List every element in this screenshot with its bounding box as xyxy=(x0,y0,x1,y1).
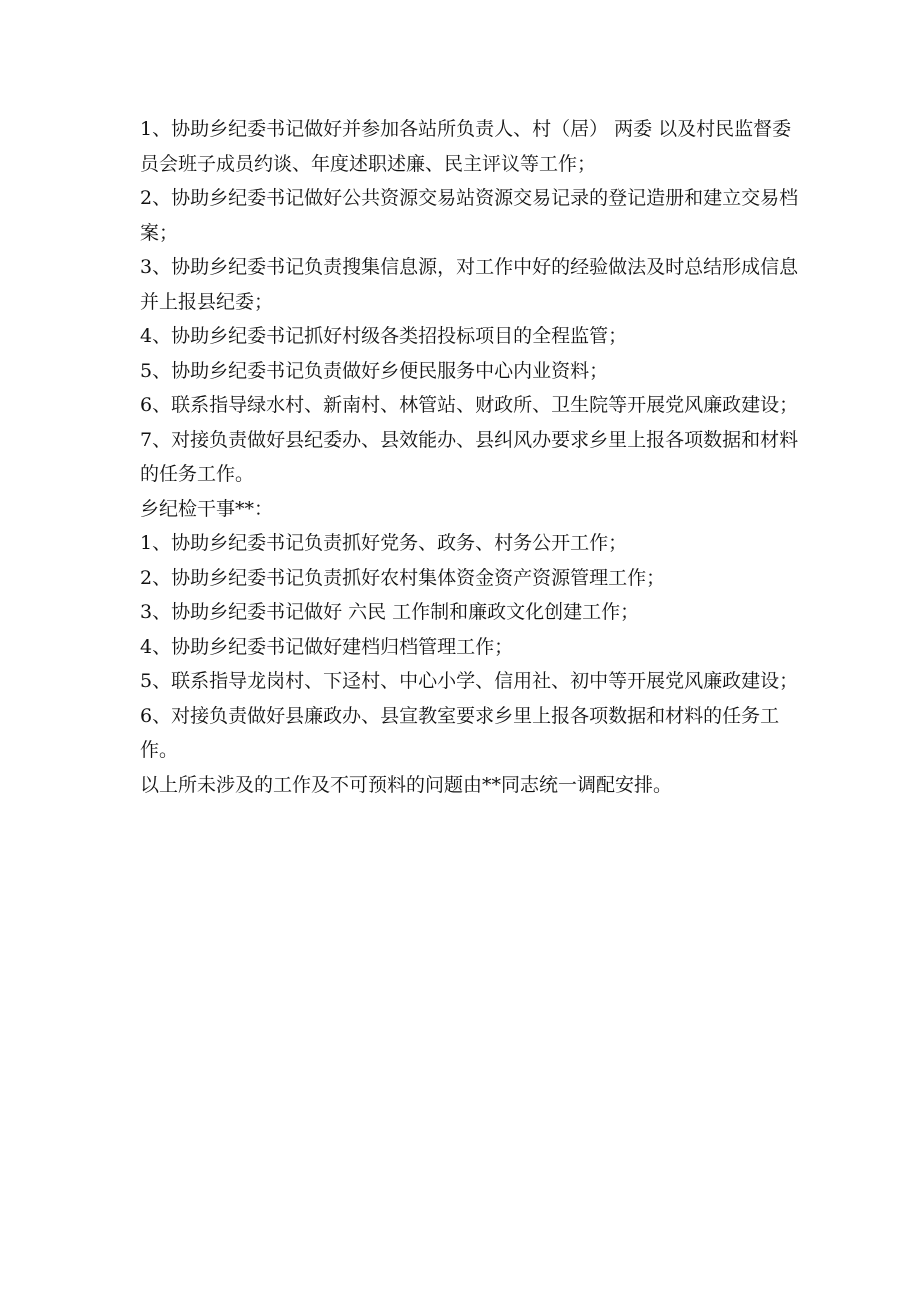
section1-item-1: 1、协助乡纪委书记做好并参加各站所负责人、村（居） 两委 以及村民监督委员会班子成员约谈、年度述职述廉、民主评议等工作； xyxy=(140,118,792,175)
section2-heading: 乡纪检干事**： xyxy=(140,497,274,520)
section1-item-4: 4、协助乡纪委书记抓好村级各类招投标项目的全程监管； xyxy=(140,325,628,347)
section2-item-4: 4、协助乡纪委书记做好建档归档管理工作； xyxy=(140,635,514,658)
section2-item-3: 3、协助乡纪委书记做好 六民 工作制和廉政文化创建工作； xyxy=(140,601,640,623)
section1-item-6: 6、联系指导绿水村、新南村、林管站、财政所、卫生院等开展党风廉政建设； xyxy=(140,394,799,416)
section1-item-3: 3、协助乡纪委书记负责搜集信息源，对工作中好的经验做法及时总结形成信息并上报县纪委； xyxy=(140,256,799,313)
section1-item-2: 2、协助乡纪委书记做好公共资源交易站资源交易记录的登记造册和建立交易档案； xyxy=(140,187,799,244)
section2-item-1: 1、协助乡纪委书记负责抓好党务、政务、村务公开工作； xyxy=(140,532,628,554)
closing-note: 以上所未涉及的工作及不可预料的问题由**同志统一调配安排。 xyxy=(140,773,673,796)
section1-item-5: 5、协助乡纪委书记负责做好乡便民服务中心内业资料； xyxy=(140,359,609,382)
section2-item-5: 5、联系指导龙岗村、下迳村、中心小学、信用社、初中等开展党风廉政建设； xyxy=(140,670,799,692)
document-body xyxy=(140,112,800,802)
section2-item-2: 2、协助乡纪委书记负责抓好农村集体资金资产资源管理工作； xyxy=(140,566,666,589)
section2-item-6: 6、对接负责做好县廉政办、县宣教室要求乡里上报各项数据和材料的任务工作。 xyxy=(140,704,780,761)
section1-item-7: 7、对接负责做好县纪委办、县效能办、县纠风办要求乡里上报各项数据和材料的任务工作。 xyxy=(140,428,799,485)
